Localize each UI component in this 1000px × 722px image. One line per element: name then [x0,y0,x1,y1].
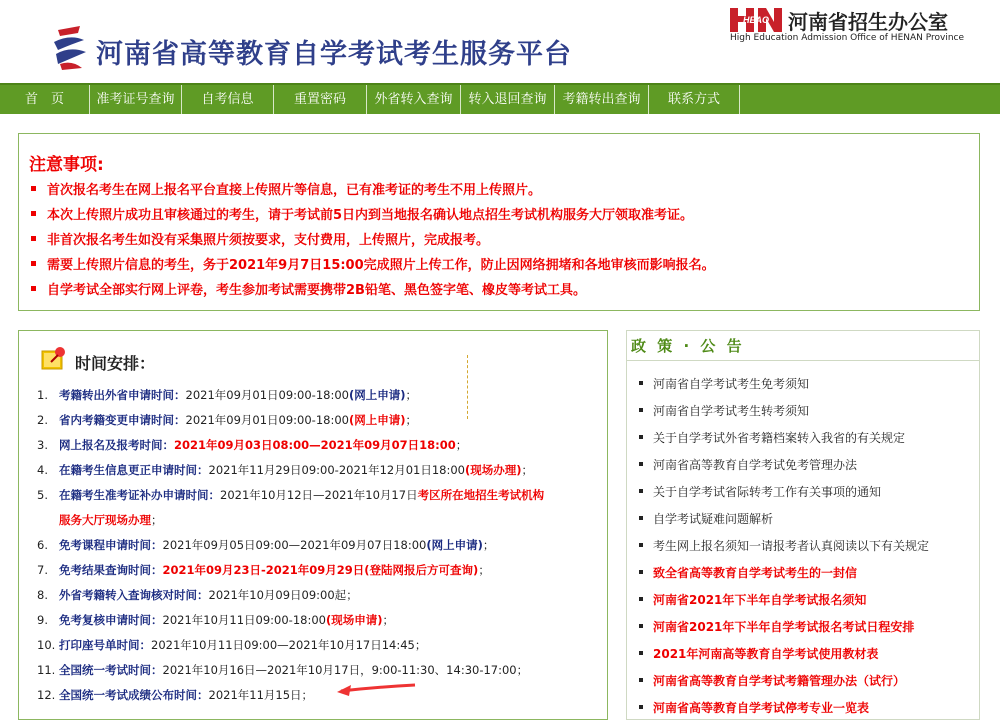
notice-text: 自学考试全部实行网上评卷，考生参加考试需要携带2B铅笔、黑色签字笔、橡皮等考试工具。 [47,283,586,298]
policy-link-text: 关于自学考试省际转考工作有关事项的通知 [653,485,882,499]
heao-logo-icon [728,4,784,34]
bullet-icon [31,186,36,191]
policy-link-text: 河南省高等教育自学考试免考管理办法 [653,458,858,472]
policy-link-text: 河南省自学考试考生转考须知 [653,404,810,418]
schedule-number: 3. [37,438,48,452]
policy-link[interactable] [639,398,929,425]
office-name-en: High Education Admission Office of HENAN Province [730,33,965,43]
schedule-panel [18,330,608,720]
nav-transfer-in-query[interactable]: 外省转入查询 [367,85,461,114]
schedule-note: 考区所在地招生考试机构 [417,488,545,502]
schedule-time: 2021年09月05日09:00—2021年09月07日18:00 [162,538,427,552]
schedule-tail: ； [478,563,490,577]
bullet-icon [639,651,643,655]
schedule-number: 8. [37,588,48,602]
schedule-item [37,583,597,608]
notice-box [18,133,980,311]
schedule-time: 2021年11月15日 [208,688,302,702]
policy-link[interactable] [639,695,929,722]
bullet-icon [639,705,643,709]
schedule-number: 5. [37,488,48,502]
schedule-time: 2021年09月01日09:00-18:00 [185,413,349,427]
schedule-item [37,483,597,533]
schedule-item [37,383,597,408]
schedule-line2 [37,508,597,533]
notice-item [31,253,715,278]
schedule-number: 7. [37,563,48,577]
schedule-number: 11. [37,663,56,677]
notice-title: 注意事项: [29,155,104,175]
policy-link[interactable] [639,614,929,641]
schedule-tail: ； [455,438,468,452]
schedule-note: 2021年09月23日-2021年09月29日(登陆网报后方可查询) [162,563,479,577]
policy-title: 政 策 · 公 告 [627,331,979,361]
policy-link-text: 河南省高等教育自学考试考籍管理办法（试行） [653,674,906,688]
schedule-tail: ； [151,513,163,527]
schedule-tail: ； [405,388,417,402]
schedule-note: (现场办理) [465,463,522,477]
schedule-number: 6. [37,538,48,552]
schedule-time: 2021年10月11日09:00—2021年10月17日14:45 [151,638,415,652]
nav-transfer-out-query[interactable]: 考籍转出查询 [555,85,649,114]
schedule-number: 1. [37,388,48,402]
schedule-item [37,408,597,433]
policy-panel [626,330,980,720]
nav-home[interactable]: 首 页 [0,85,90,114]
schedule-label: 外省考籍转入查询核对时间： [59,588,209,602]
schedule-item [37,458,597,483]
schedule-number: 9. [37,613,48,627]
bullet-icon [31,261,36,266]
nav-reset-password[interactable]: 重置密码 [274,85,367,114]
schedule-number: 12. [37,688,56,702]
bullet-icon [31,286,36,291]
schedule-number: 4. [37,463,48,477]
schedule-note: (网上申请) [426,538,483,552]
schedule-label: 网上报名及报考时间： [59,438,174,452]
policy-list [639,371,929,722]
policy-link-text: 河南省2021年下半年自学考试报名考试日程安排 [653,620,915,634]
bullet-icon [639,381,643,385]
policy-link-text: 河南省自学考试考生免考须知 [653,377,810,391]
schedule-label: 免考复核申请时间： [59,613,163,627]
schedule-tail: ； [516,663,529,677]
schedule-time: 2021年10月12日—2021年10月17日 [220,488,418,502]
policy-link-text: 致全省高等教育自学考试考生的一封信 [653,566,858,580]
bullet-icon [639,678,643,682]
nav-transfer-return-query[interactable]: 转入退回查询 [461,85,555,114]
schedule-label: 免考结果查询时间： [59,563,163,577]
policy-link[interactable] [639,533,929,560]
bullet-icon [639,489,643,493]
schedule-item [37,433,597,458]
notice-text: 非首次报名考生如没有采集照片须按要求，支付费用，上传照片，完成报考。 [47,233,490,248]
schedule-label: 省内考籍变更申请时间： [59,413,186,427]
schedule-tail: ； [346,588,358,602]
notice-item [31,228,715,253]
schedule-item [37,558,597,583]
nav-contact[interactable]: 联系方式 [649,85,740,114]
schedule-item [37,658,597,683]
bullet-icon [639,516,643,520]
schedule-title: 时间安排： [75,354,156,373]
heao-logo-text: HEAO [742,15,770,25]
schedule-note: 2021年09月03日08:00—2021年09月07日18:00 [174,438,456,452]
schedule-time: 2021年10月16日—2021年10月17日，9:00-11:30、14:30-17:00 [162,663,517,677]
nav-exam-info[interactable]: 自考信息 [182,85,274,114]
notice-item [31,203,715,228]
header [0,0,1000,80]
schedule-label: 打印座号单时间： [59,638,151,652]
schedule-time: 2021年11月29日09:00-2021年12月01日18:00 [208,463,465,477]
policy-link-text: 河南省高等教育自学考试停考专业一览表 [653,701,870,715]
schedule-tail: ； [521,463,534,477]
schedule-tail: ； [405,413,417,427]
schedule-item [37,683,597,708]
notice-list [31,178,715,303]
bullet-icon [639,624,643,628]
notice-item [31,178,715,203]
notice-item [31,278,715,303]
notice-text: 本次上传照片成功且审核通过的考生，请于考试前5日内到当地报名确认地点招生考试机构服务大厅领取准考证。 [47,208,694,223]
schedule-time: 2021年10月09日09:00起 [208,588,347,602]
site-title: 河南省高等教育自学考试考生服务平台 [96,39,572,70]
policy-link-text: 自学考试疑难问题解析 [653,512,774,526]
policy-link-text: 考生网上报名须知一请报考者认真阅读以下有关规定 [653,539,930,553]
schedule-time: 2021年09月01日09:00-18:00 [185,388,349,402]
schedule-time: 2021年10月11日09:00-18:00 [162,613,326,627]
office-name: 河南省招生办公室 [788,10,948,34]
notice-text: 需要上传照片信息的考生，务于2021年9月7日15:00完成照片上传工作，防止因网络拥堵和各地审核而影响报名。 [47,258,715,273]
nav-admission-ticket-query[interactable]: 准考证号查询 [90,85,182,114]
note-pin-icon [41,346,67,370]
schedule-label: 免考课程申请时间： [59,538,163,552]
schedule-number: 2. [37,413,48,427]
policy-link[interactable] [639,641,929,668]
schedule-item [37,608,597,633]
policy-link[interactable] [639,587,929,614]
policy-link[interactable] [639,452,929,479]
main-nav [0,83,1000,114]
schedule-tail: ； [414,638,427,652]
schedule-note: (现场申请) [325,613,383,627]
schedule-number: 10. [37,638,56,652]
policy-link[interactable] [639,479,929,506]
schedule-label: 全国统一考试时间： [59,663,163,677]
bullet-icon [31,236,36,241]
schedule-tail: ； [482,538,495,552]
bullet-icon [639,570,643,574]
notice-text: 首次报名考生在网上报名平台直接上传照片等信息，已有准考证的考生不用上传照片。 [47,183,542,198]
policy-link-text: 关于自学考试外省考籍档案转入我省的有关规定 [653,431,906,445]
schedule-note: 服务大厅现场办理 [59,513,151,527]
policy-link[interactable] [639,668,929,695]
schedule-label: 全国统一考试成绩公布时间： [59,688,209,702]
policy-link-text: 2021年河南高等教育自学考试使用教材表 [653,647,879,661]
policy-link[interactable] [639,425,929,452]
schedule-note: (网上申请) [348,413,406,427]
exam-logo-icon [50,24,90,72]
schedule-label: 在籍考生准考证补办申请时间： [59,488,220,502]
schedule-note: (网上申请) [348,388,406,402]
policy-link[interactable] [639,371,929,398]
schedule-list [37,383,597,708]
bullet-icon [639,408,643,412]
policy-link[interactable] [639,560,929,587]
schedule-label: 在籍考生信息更正申请时间： [59,463,209,477]
bullet-icon [639,543,643,547]
policy-link-text: 河南省2021年下半年自学考试报名须知 [653,593,867,607]
bullet-icon [639,462,643,466]
bullet-icon [639,597,643,601]
bullet-icon [639,435,643,439]
policy-link[interactable] [639,506,929,533]
schedule-tail: ； [382,613,394,627]
schedule-label: 考籍转出外省申请时间： [59,388,186,402]
schedule-item [37,533,597,558]
arrow-icon [337,683,417,697]
schedule-tail: ； [301,688,314,702]
schedule-item [37,633,597,658]
bullet-icon [31,211,36,216]
